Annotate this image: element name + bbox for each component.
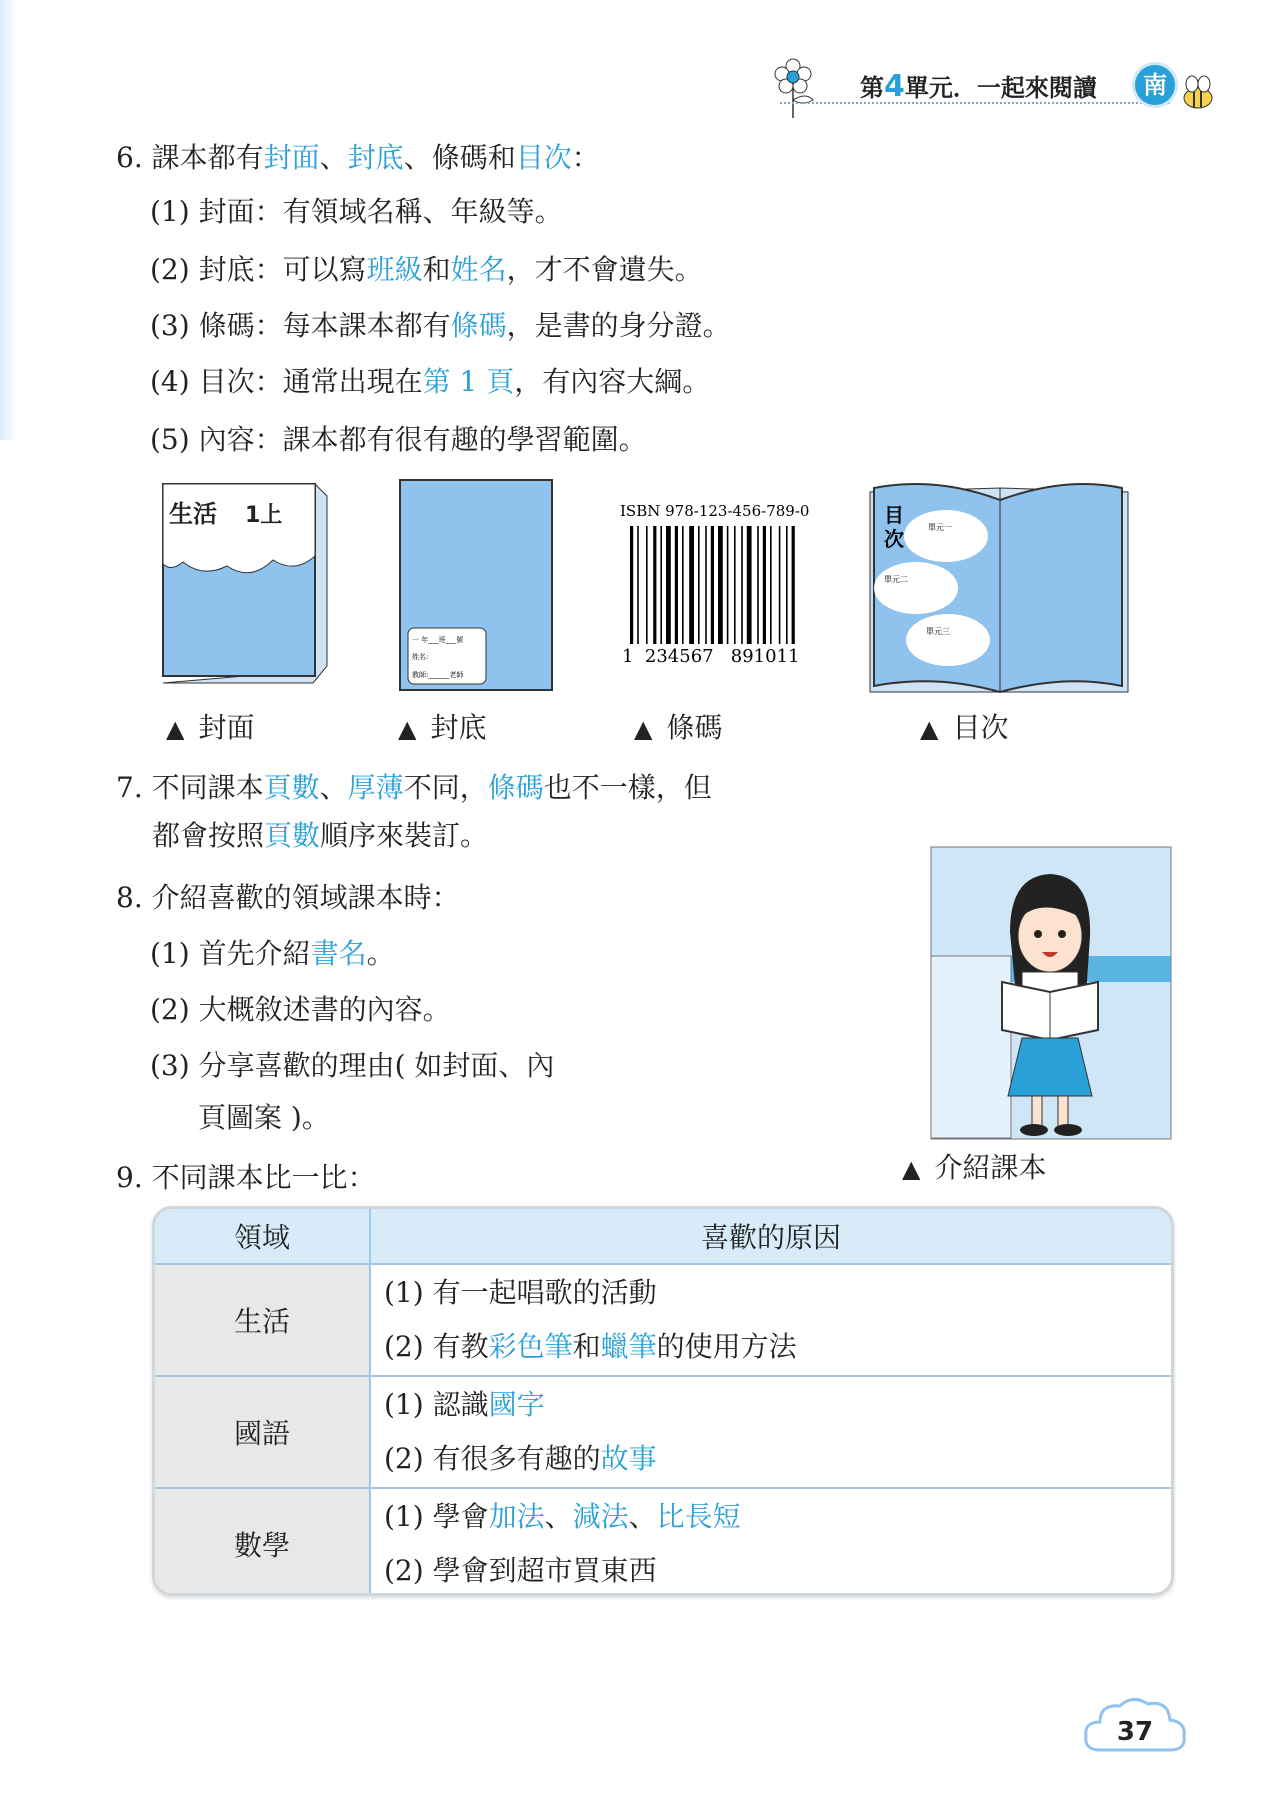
back-line-1: 一 年___班___號 [412, 636, 464, 644]
unit-title: 第4單元．一起來閱讀 [860, 69, 1097, 104]
q6-item-3: (3) 條碼：每本課本都有條碼，是書的身分證。 [150, 309, 731, 342]
table-header-domain: 領域 [155, 1209, 370, 1264]
q8-item-3: (3) 分享喜歡的理由( 如封面、內 [150, 1049, 555, 1082]
q9-line: 9. 不同課本比一比： [116, 1161, 376, 1194]
back-line-3: 教師:______老師 [412, 671, 464, 679]
q8-line: 8. 介紹喜歡的領域課本時： [116, 881, 460, 914]
caption-barcode: ▲ 條碼 [634, 711, 723, 744]
reason-line: (2) 學會到超市買東西 [384, 1554, 657, 1587]
table-of-contents-figure [866, 478, 1134, 698]
reason-line: (1) 學會加法、減法、比長短 [384, 1500, 741, 1533]
q6-item-1: (1) 封面：有領域名稱、年級等。 [150, 195, 563, 228]
barcode-bar [711, 526, 714, 650]
barcode-figure [616, 500, 816, 670]
barcode-bar [705, 526, 707, 650]
barcode-bar [689, 526, 694, 650]
page-number: 37 [1116, 1717, 1154, 1747]
barcode-bar [698, 526, 700, 650]
side-strip [0, 0, 18, 440]
domain-cell: 生活 [155, 1264, 370, 1376]
barcode-bar [741, 526, 743, 650]
q7-line-1: 7. 不同課本頁數、厚薄不同，條碼也不一樣，但 [116, 771, 712, 804]
barcode-bar [630, 526, 633, 650]
barcode-bar [770, 526, 772, 650]
barcode-bar [637, 526, 639, 650]
toc-title-2: 次 [884, 527, 904, 551]
page-number-cloud [1080, 1690, 1190, 1760]
domain-cell: 國語 [155, 1376, 370, 1488]
barcode-bar [682, 526, 684, 650]
comparison-table [152, 1206, 1174, 1596]
barcode-bar [718, 526, 723, 650]
q6-item-2: (2) 封底：可以寫班級和姓名，才不會遺失。 [150, 253, 703, 286]
barcode-digits: 1 234567 891011 [622, 646, 800, 667]
caption-girl: ▲ 介紹課本 [902, 1151, 1047, 1184]
barcode-bar [675, 526, 678, 650]
barcode-bar [734, 526, 736, 650]
caption-cover: ▲ 封面 [166, 711, 255, 744]
cover-grade: 1上 [245, 503, 283, 528]
barcode-bar [747, 526, 752, 650]
isbn-text: ISBN 978-123-456-789-0 [620, 502, 810, 520]
table-header-reason: 喜歡的原因 [370, 1209, 1171, 1264]
q6-line: 6. 課本都有封面、封底、條碼和目次： [116, 141, 600, 174]
page-header [740, 50, 1220, 130]
q8-item-1: (1) 首先介紹書名。 [150, 937, 395, 970]
barcode-bar [660, 526, 662, 650]
reason-line: (2) 有很多有趣的故事 [384, 1442, 657, 1475]
book-back-figure [398, 478, 558, 694]
toc-unit-3: 單元三 [926, 627, 950, 636]
barcode-bar [763, 526, 766, 650]
barcode-bar [653, 526, 656, 650]
barcode-bar [646, 526, 648, 650]
bee-icon [1176, 72, 1220, 116]
table-row [155, 1488, 1171, 1596]
q8-item-2: (2) 大概敘述書的內容。 [150, 993, 451, 1026]
q8-item-3-cont: 頁圖案 )。 [198, 1101, 330, 1134]
back-line-2: 姓名: [412, 653, 429, 661]
q6-item-5: (5) 內容：課本都有很有趣的學習範圍。 [150, 423, 647, 456]
region-badge: 南 [1132, 62, 1178, 108]
cover-title: 生活 [169, 500, 217, 528]
toc-unit-1: 單元一 [928, 523, 952, 532]
flower-icon [758, 50, 828, 120]
reason-line: (1) 認識國字 [384, 1388, 545, 1421]
q6-item-4: (4) 目次：通常出現在第 1 頁，有內容大綱。 [150, 365, 711, 398]
q7-line-2: 都會按照頁數順序來裝訂。 [152, 819, 489, 852]
barcode-bar [786, 526, 788, 650]
book-cover-figure [155, 478, 330, 690]
caption-back: ▲ 封底 [398, 711, 487, 744]
barcode-bar [792, 526, 795, 650]
domain-cell: 數學 [155, 1488, 370, 1596]
barcode-bar [757, 526, 759, 650]
barcode-bar [666, 526, 671, 650]
caption-toc: ▲ 目次 [920, 711, 1009, 744]
table-row [155, 1264, 1171, 1376]
table-row [155, 1376, 1171, 1488]
girl-reading-figure [930, 846, 1172, 1140]
barcode-bar [779, 526, 781, 650]
toc-title-1: 目 [884, 503, 904, 527]
reason-line: (1) 有一起唱歌的活動 [384, 1276, 657, 1309]
reason-line: (2) 有教彩色筆和蠟筆的使用方法 [384, 1330, 797, 1363]
barcode-bars [630, 526, 795, 650]
toc-unit-2: 單元二 [884, 575, 908, 584]
barcode-bar [727, 526, 729, 650]
